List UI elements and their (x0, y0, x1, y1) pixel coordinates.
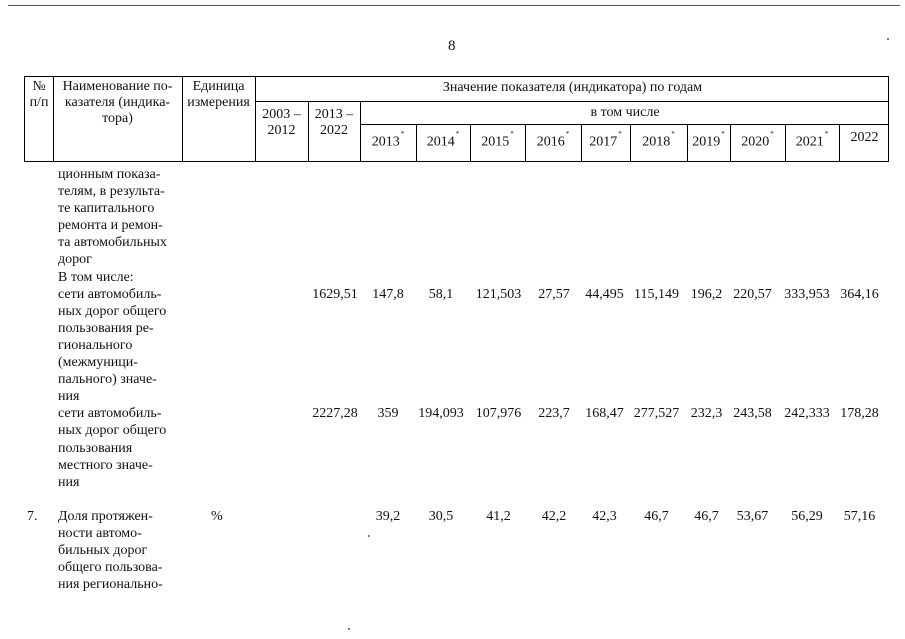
scan-speck (368, 535, 370, 537)
row-divider (360, 124, 888, 125)
page-number: 8 (448, 38, 456, 54)
value-cell: 46,7 (644, 509, 669, 524)
value-cell: 194,093 (418, 406, 464, 421)
header-year: 2018* (642, 130, 675, 150)
value-cell: 42,3 (592, 509, 617, 524)
value-cell: 57,16 (843, 509, 876, 524)
value-cell: 232,3 (690, 406, 723, 421)
header-year: 2016* (536, 130, 570, 150)
header-year: 2013* (371, 130, 405, 150)
value-total-2013-2022: 2227,28 (312, 406, 358, 421)
value-cell: 168,47 (585, 406, 624, 421)
value-cell: 178,28 (840, 406, 879, 421)
header-year: 2017* (589, 130, 622, 150)
value-cell: 39,2 (375, 509, 401, 524)
value-cell: 58,1 (428, 287, 454, 302)
value-cell: 277,527 (633, 406, 680, 421)
value-cell: 147,8 (372, 287, 404, 302)
value-cell: 196,2 (690, 287, 723, 302)
value-cell: 243,58 (733, 406, 772, 421)
header-name: Наименование по- казателя (индика- тора) (62, 79, 173, 126)
value-cell: 333,953 (784, 287, 830, 302)
header-year: 2021* (795, 130, 829, 150)
value-cell: 107,976 (475, 406, 522, 421)
header-period-2003-2012: 2003 – 2012 (262, 107, 301, 138)
row-number: 7. (27, 509, 38, 524)
page-top-border (8, 5, 900, 6)
header-year: 2022 (850, 130, 879, 145)
header-unit: Единица измерения (187, 79, 250, 110)
value-cell: 223,7 (538, 406, 570, 421)
value-cell: 121,503 (475, 287, 522, 302)
value-cell: 53,67 (736, 509, 769, 524)
value-cell: 42,2 (541, 509, 567, 524)
header-values-title: Значение показателя (индикатора) по годам (442, 80, 703, 95)
value-cell: 242,333 (784, 406, 830, 421)
value-cell: 115,149 (634, 287, 679, 302)
unit-cell: % (211, 509, 223, 524)
value-cell: 359 (377, 406, 399, 421)
value-cell: 44,495 (585, 287, 624, 302)
header-year: 2014* (426, 130, 460, 150)
scan-speck (348, 628, 350, 630)
value-cell: 27,57 (538, 287, 570, 302)
header-including: в том числе (590, 105, 660, 120)
value-cell: 41,2 (486, 509, 511, 524)
scan-speck (887, 38, 889, 40)
header-year: 2015* (481, 130, 514, 150)
header-num: № п/п (29, 79, 49, 110)
value-cell: 46,7 (694, 509, 719, 524)
value-cell: 30,5 (428, 509, 454, 524)
value-cell: 220,57 (733, 287, 772, 302)
header-period-2013-2022: 2013 – 2022 (314, 107, 354, 138)
table-header (24, 76, 889, 162)
header-year: 2020* (741, 130, 774, 150)
value-cell: 56,29 (791, 509, 823, 524)
row-divider (255, 101, 888, 102)
header-year: 2019* (692, 130, 725, 150)
indicator-text-block: ционным показа- телям, в результа- те капитального ремонта и ремон- та автомобильных дорог В том числе: сети автомобиль- ных дорог общего пользования ре- гионального (межмуници- пального) значе- ния сети автомобиль- ных дорог общего пользования местного значе- ния (58, 167, 167, 490)
indicator-name: Доля протяжен- ности автомо- бильных дорог общего пользова- ния регионально- (58, 509, 163, 593)
value-total-2013-2022: 1629,51 (312, 287, 358, 302)
value-cell: 364,16 (840, 287, 879, 302)
